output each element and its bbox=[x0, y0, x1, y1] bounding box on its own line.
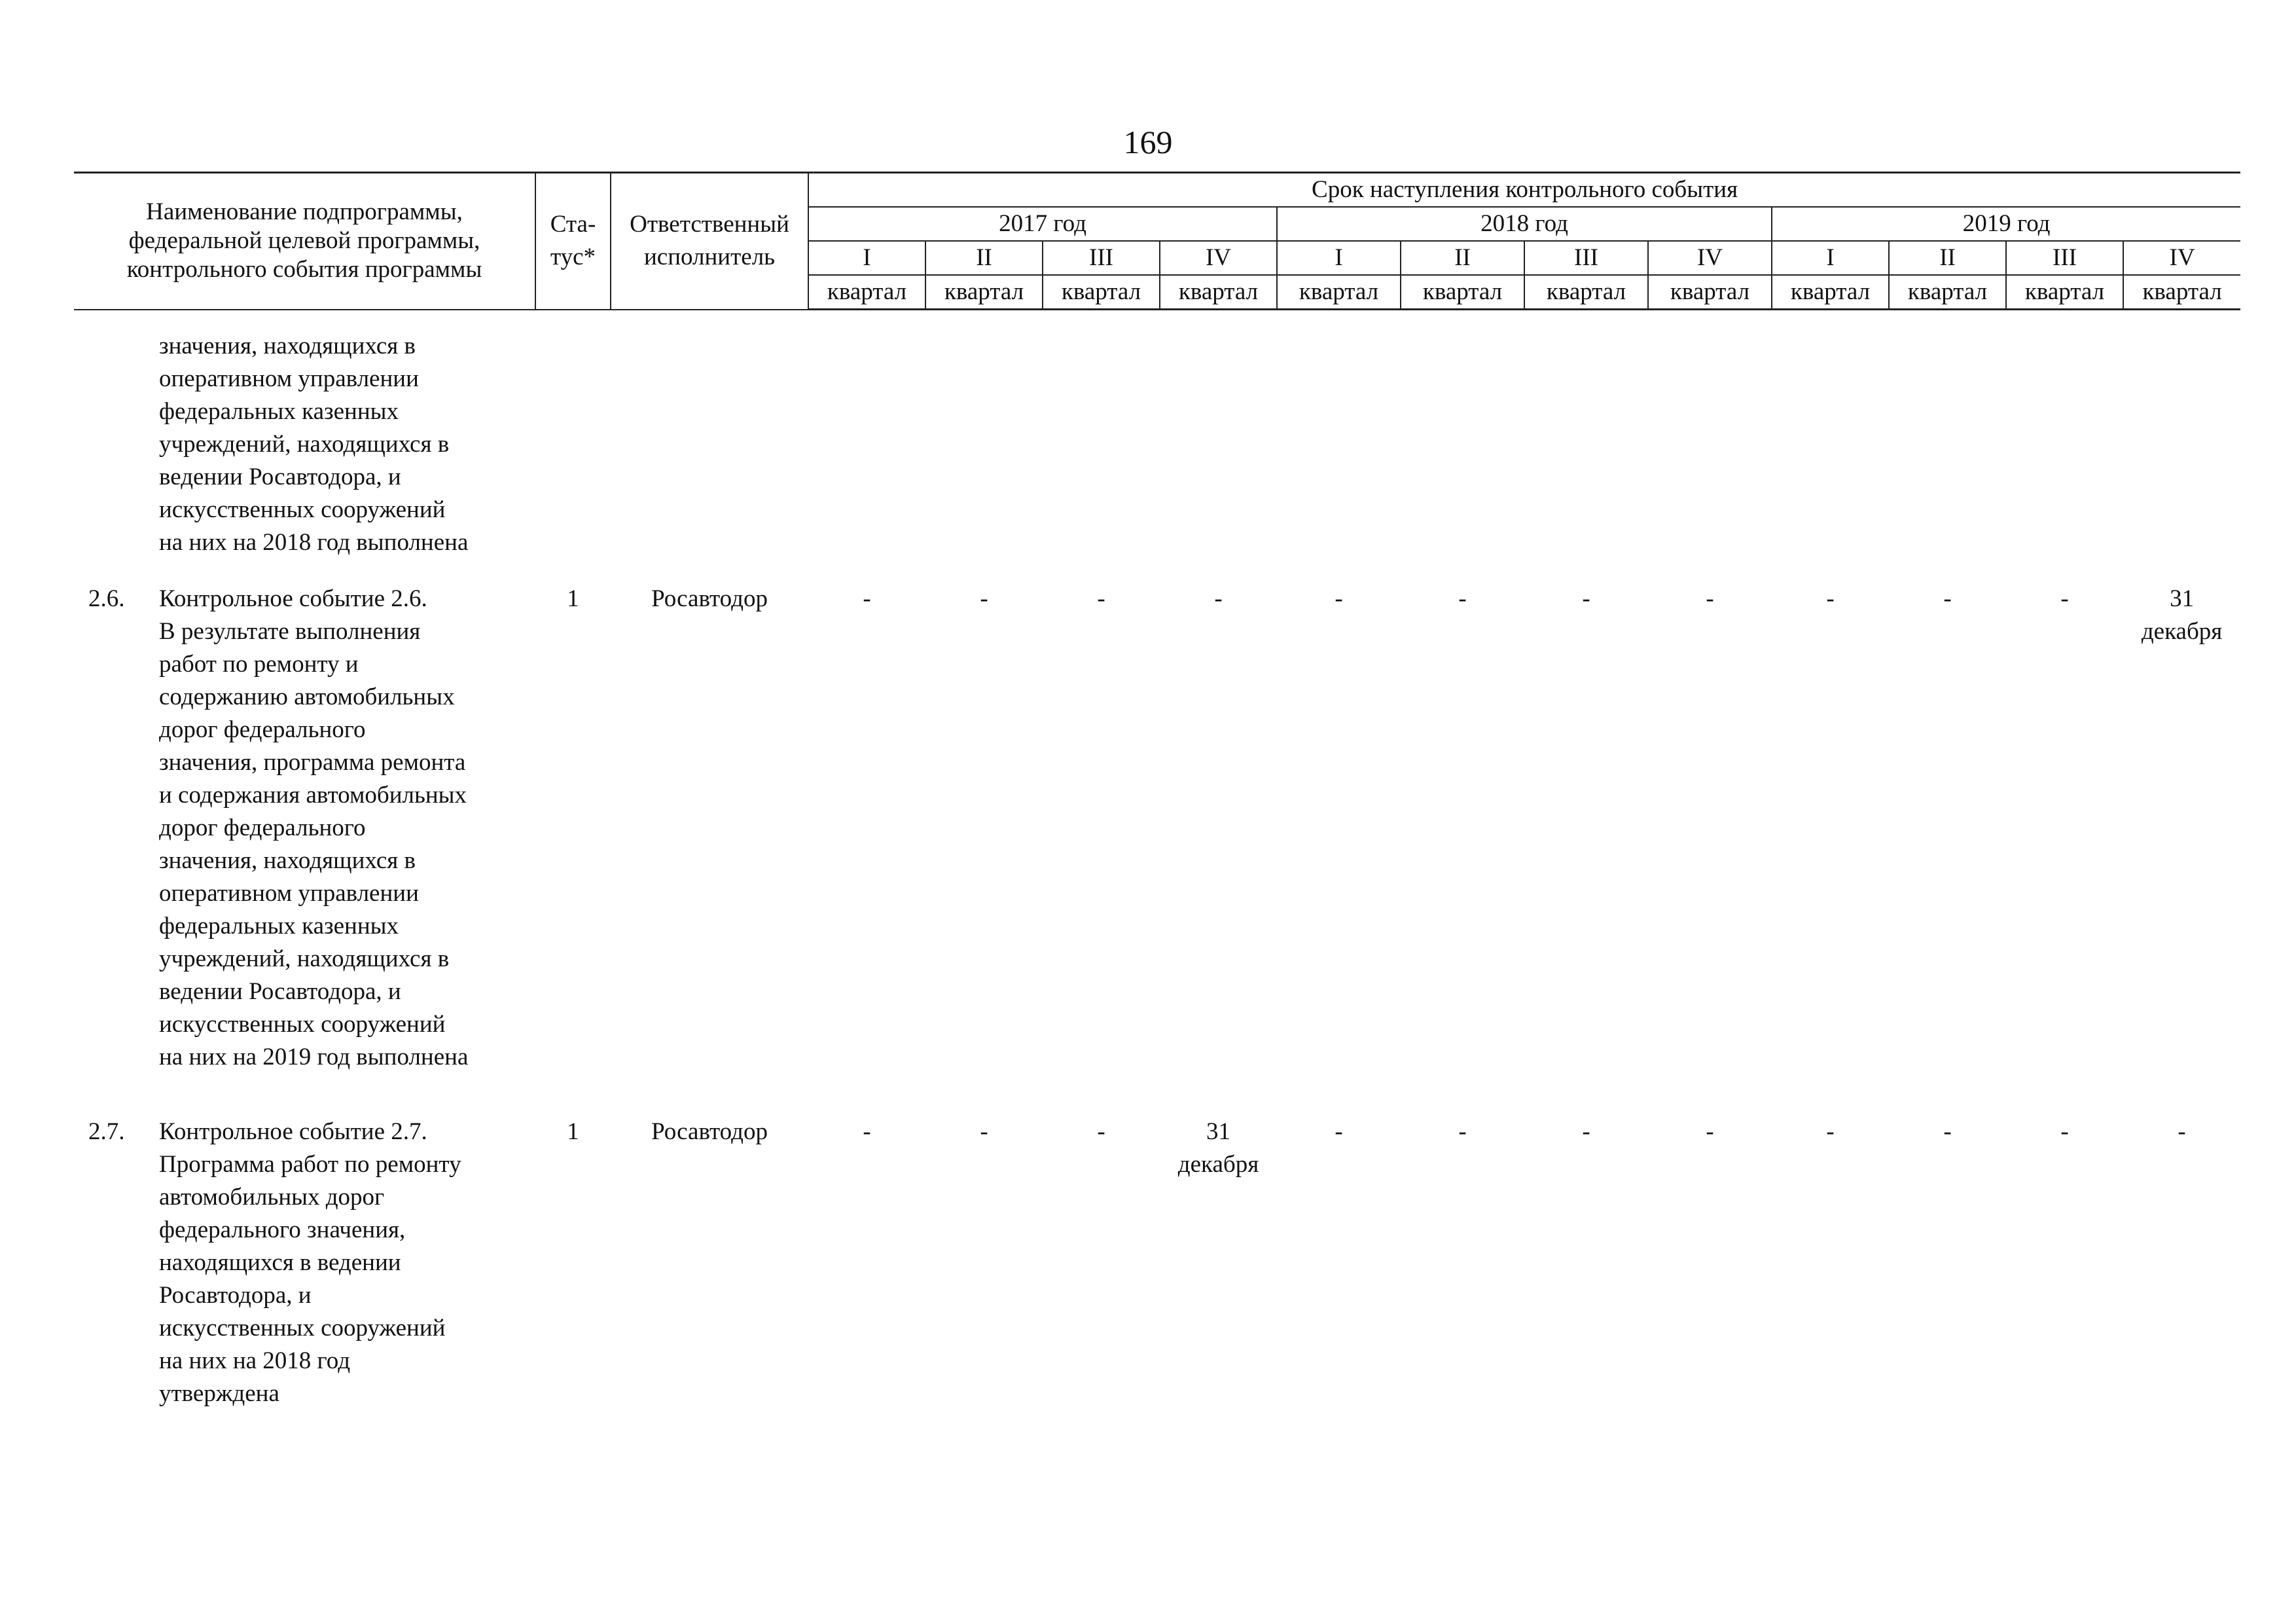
quarter-deadline-text: - bbox=[1214, 585, 1223, 612]
quarter-deadline-text: - bbox=[863, 1118, 871, 1145]
event-name-line: учреждений, находящихся в bbox=[159, 945, 450, 972]
event-name-line: на них на 2018 год выполнена bbox=[159, 529, 469, 556]
quarter-deadline-text: - bbox=[1943, 1118, 1952, 1145]
event-name bbox=[159, 583, 535, 1074]
header-year-2018: 2018 год bbox=[1277, 207, 1772, 241]
header-quarter-numeral: III bbox=[1524, 241, 1648, 275]
event-name-line: и содержания автомобильных bbox=[159, 782, 467, 809]
event-name-line: Росавтодора, и bbox=[159, 1282, 312, 1309]
quarter-deadline-cell bbox=[1043, 330, 1160, 559]
header-quarter-numeral: I bbox=[808, 241, 925, 275]
quarter-deadline-text: - bbox=[1943, 585, 1952, 612]
header-quarter-label: квартал bbox=[2123, 275, 2240, 310]
header-name-line: контрольного события программы bbox=[126, 256, 482, 283]
header-quarter-label: квартал bbox=[1277, 275, 1401, 310]
header-name-column bbox=[74, 173, 535, 310]
status-value: 1 bbox=[567, 1118, 579, 1145]
quarter-deadline-cell bbox=[1277, 1116, 1401, 1410]
event-name-line: ведении Росавтодора, и bbox=[159, 978, 401, 1005]
event-name-line: на них на 2019 год выполнена bbox=[159, 1044, 469, 1070]
header-quarter-numeral: II bbox=[1889, 241, 2006, 275]
quarter-deadline-cell bbox=[1772, 1116, 1889, 1410]
header-name-line: федеральной целевой программы, bbox=[128, 227, 480, 255]
header-name-line: Наименование подпрограммы, bbox=[146, 198, 463, 226]
quarter-deadline-cell bbox=[1160, 330, 1277, 559]
table-header bbox=[74, 173, 2240, 310]
quarter-deadline-text: - bbox=[1826, 585, 1835, 612]
row-spacer bbox=[74, 310, 2240, 331]
event-name-line: искусственных сооружений bbox=[159, 1315, 446, 1341]
quarter-deadline-cell bbox=[1772, 330, 1889, 559]
quarter-deadline-cell bbox=[1889, 583, 2006, 1074]
quarter-deadline-text: - bbox=[1335, 1118, 1343, 1145]
event-name-line: работ по ремонту и bbox=[159, 651, 359, 678]
quarter-deadline-cell bbox=[1043, 583, 1160, 1074]
quarter-deadline-text: 31 bbox=[2170, 585, 2195, 612]
quarter-deadline-cell bbox=[1277, 330, 1401, 559]
quarter-deadline-text: декабря bbox=[1177, 1151, 1259, 1178]
event-name-line: В результате выполнения bbox=[159, 618, 421, 645]
quarter-deadline-text: - bbox=[1582, 585, 1590, 612]
row-spacer bbox=[74, 559, 2240, 583]
event-name bbox=[159, 1116, 535, 1410]
quarter-deadline-cell bbox=[2006, 583, 2123, 1074]
header-executor-line: исполнитель bbox=[644, 244, 776, 271]
table-row bbox=[74, 1116, 2240, 1410]
quarter-deadline-cell bbox=[1277, 583, 1401, 1074]
header-quarter-label: квартал bbox=[808, 275, 925, 310]
quarter-deadline-cell bbox=[1889, 330, 2006, 559]
event-name-line: дорог федерального bbox=[159, 814, 366, 841]
quarter-deadline-cell bbox=[925, 583, 1043, 1074]
quarter-deadline-cell bbox=[1772, 583, 1889, 1074]
header-quarter-numeral: III bbox=[1043, 241, 1160, 275]
quarter-deadline-cell bbox=[2123, 583, 2240, 1074]
header-quarter-numeral: II bbox=[1401, 241, 1524, 275]
header-quarter-label: квартал bbox=[1524, 275, 1648, 310]
header-year-2019: 2019 год bbox=[1772, 207, 2240, 241]
quarter-deadline-cell bbox=[2123, 1116, 2240, 1410]
quarter-deadline-text: - bbox=[1097, 1118, 1105, 1145]
quarter-deadline-text: - bbox=[1458, 585, 1467, 612]
event-name-line: Контрольное событие 2.6. bbox=[159, 585, 427, 612]
status-value bbox=[535, 330, 611, 559]
row-number bbox=[74, 330, 159, 559]
quarter-deadline-text: - bbox=[1458, 1118, 1467, 1145]
event-name-line: значения, находящихся в bbox=[159, 333, 416, 359]
event-name-line: оперативном управлении bbox=[159, 880, 419, 907]
header-status-line: Ста- bbox=[550, 211, 596, 238]
quarter-deadline-cell bbox=[1160, 583, 1277, 1074]
executor-value: Росавтодор bbox=[651, 585, 768, 612]
event-name-line: дорог федерального bbox=[159, 716, 366, 743]
header-quarter-label: квартал bbox=[1043, 275, 1160, 310]
quarter-deadline-cell bbox=[808, 1116, 925, 1410]
executor-value bbox=[611, 330, 808, 559]
header-quarter-numeral: IV bbox=[1648, 241, 1772, 275]
row-number: 2.6. bbox=[88, 585, 125, 612]
quarter-deadline-cell bbox=[925, 1116, 1043, 1410]
header-quarter-numeral: I bbox=[1277, 241, 1401, 275]
quarter-deadline-text: - bbox=[1097, 585, 1105, 612]
executor-value: Росавтодор bbox=[651, 1118, 768, 1145]
event-name-line: Контрольное событие 2.7. bbox=[159, 1118, 427, 1145]
event-name-line: на них на 2018 год bbox=[159, 1347, 351, 1374]
quarter-deadline-text: декабря bbox=[2141, 618, 2223, 645]
control-events-table bbox=[74, 172, 2240, 1410]
header-quarter-label: квартал bbox=[1772, 275, 1889, 310]
event-name-line: искусственных сооружений bbox=[159, 496, 446, 523]
event-name-line: значения, находящихся в bbox=[159, 847, 416, 874]
quarter-deadline-text: - bbox=[1582, 1118, 1590, 1145]
quarter-deadline-cell bbox=[1524, 330, 1648, 559]
header-status-line: тус* bbox=[550, 244, 596, 271]
quarter-deadline-cell bbox=[1401, 330, 1524, 559]
header-year-2017: 2017 год bbox=[808, 207, 1277, 241]
table-row bbox=[74, 583, 2240, 1074]
page-number: 169 bbox=[1123, 124, 1173, 160]
header-executor-line: Ответственный bbox=[630, 211, 789, 238]
quarter-deadline-text: - bbox=[1335, 585, 1343, 612]
quarter-deadline-text: - bbox=[863, 585, 871, 612]
event-name-line: учреждений, находящихся в bbox=[159, 431, 450, 458]
quarter-deadline-cell bbox=[808, 583, 925, 1074]
event-name-line: значения, программа ремонта bbox=[159, 749, 466, 776]
header-quarter-label: квартал bbox=[1889, 275, 2006, 310]
event-name-line: искусственных сооружений bbox=[159, 1011, 446, 1038]
quarter-deadline-cell bbox=[1889, 1116, 2006, 1410]
event-name-line: федерального значения, bbox=[159, 1216, 406, 1243]
event-name bbox=[159, 330, 535, 559]
header-quarter-label: квартал bbox=[1401, 275, 1524, 310]
event-name-line: находящихся в ведении bbox=[159, 1249, 401, 1276]
header-quarter-label: квартал bbox=[925, 275, 1043, 310]
quarter-deadline-text: - bbox=[2178, 1118, 2186, 1145]
quarter-deadline-cell bbox=[2006, 1116, 2123, 1410]
quarter-deadline-cell bbox=[1524, 583, 1648, 1074]
quarter-deadline-text: - bbox=[1826, 1118, 1835, 1145]
header-quarter-label: квартал bbox=[1160, 275, 1277, 310]
event-name-line: федеральных казенных bbox=[159, 913, 399, 939]
quarter-deadline-cell bbox=[1648, 330, 1772, 559]
header-executor-column bbox=[611, 173, 808, 310]
quarter-deadline-text: - bbox=[2060, 1118, 2069, 1145]
quarter-deadline-text: - bbox=[2060, 585, 2069, 612]
quarter-deadline-cell bbox=[808, 330, 925, 559]
quarter-deadline-cell bbox=[1043, 1116, 1160, 1410]
quarter-deadline-text: - bbox=[1706, 585, 1714, 612]
header-deadline-group: Срок наступления контрольного события bbox=[808, 173, 2240, 208]
header-quarter-numeral: II bbox=[925, 241, 1043, 275]
quarter-deadline-cell bbox=[1401, 583, 1524, 1074]
table-body bbox=[74, 310, 2240, 1411]
header-quarter-numeral: IV bbox=[2123, 241, 2240, 275]
quarter-deadline-text: - bbox=[980, 1118, 988, 1145]
header-quarter-numeral: IV bbox=[1160, 241, 1277, 275]
event-name-line: оперативном управлении bbox=[159, 365, 419, 392]
event-name-line: ведении Росавтодора, и bbox=[159, 464, 401, 490]
quarter-deadline-text: - bbox=[980, 585, 988, 612]
status-value: 1 bbox=[567, 585, 579, 612]
quarter-deadline-cell bbox=[1160, 1116, 1277, 1410]
header-quarter-label: квартал bbox=[1648, 275, 1772, 310]
quarter-deadline-cell bbox=[1524, 1116, 1648, 1410]
header-quarter-label: квартал bbox=[2006, 275, 2123, 310]
header-quarter-numeral: I bbox=[1772, 241, 1889, 275]
quarter-deadline-cell bbox=[925, 330, 1043, 559]
header-status-column bbox=[535, 173, 611, 310]
quarter-deadline-cell bbox=[1648, 1116, 1772, 1410]
row-number: 2.7. bbox=[88, 1118, 125, 1145]
header-quarter-numeral: III bbox=[2006, 241, 2123, 275]
quarter-deadline-text: 31 bbox=[1206, 1118, 1231, 1145]
event-name-line: автомобильных дорог bbox=[159, 1184, 385, 1211]
event-name-line: утверждена bbox=[159, 1380, 279, 1407]
table-row bbox=[74, 330, 2240, 559]
quarter-deadline-cell bbox=[1401, 1116, 1524, 1410]
event-name-line: федеральных казенных bbox=[159, 398, 399, 425]
row-spacer bbox=[74, 1074, 2240, 1116]
quarter-deadline-cell bbox=[1648, 583, 1772, 1074]
quarter-deadline-cell bbox=[2006, 330, 2123, 559]
quarter-deadline-cell bbox=[2123, 330, 2240, 559]
event-name-line: содержанию автомобильных bbox=[159, 684, 455, 710]
quarter-deadline-text: - bbox=[1706, 1118, 1714, 1145]
event-name-line: Программа работ по ремонту bbox=[159, 1151, 461, 1178]
